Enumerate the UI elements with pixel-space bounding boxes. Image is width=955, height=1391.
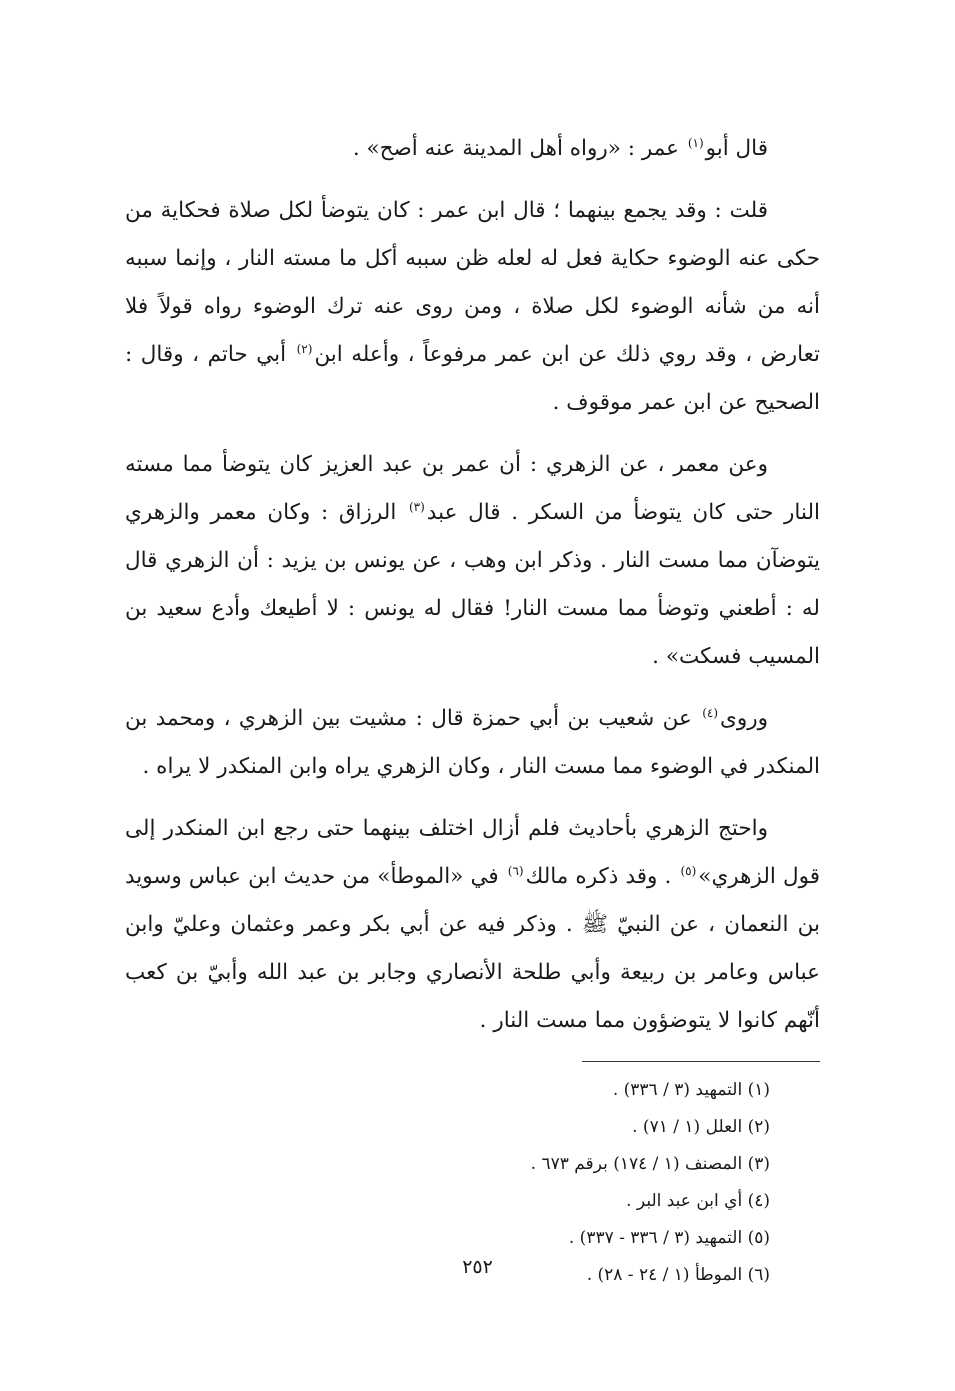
text-run: وروى <box>720 706 768 731</box>
footnote-2: (٢) العلل (١ / ٧١) . <box>632 1117 770 1137</box>
paragraph-muamar <box>125 441 820 681</box>
paragraph-abu-umar <box>125 125 820 173</box>
footnote-6: (٦) الموطأ (١ / ٢٤ - ٢٨) . <box>586 1265 770 1285</box>
footnote-5: (٥) التمهيد (٣ / ٣٣٦ - ٣٣٧) . <box>568 1228 770 1248</box>
footnote-ref-5[interactable]: (٥) <box>680 863 697 878</box>
page-body <box>125 125 820 1310</box>
footnote-ref-2[interactable]: (٢) <box>296 341 313 356</box>
paragraph-qult <box>125 187 820 427</box>
text-run: واحتج الزهري بأحاديث فلم أزال اختلف بينهما حتى رجع ابن المنكدر إلى قول الزهري» <box>125 816 820 889</box>
footnote-ref-3[interactable]: (٣) <box>408 499 425 514</box>
footnote-separator <box>582 1061 820 1062</box>
footnote-ref-4[interactable]: (٤) <box>702 705 719 720</box>
text-run: قلت : وقد يجمع بينهما ؛ قال ابن عمر : كان يتوضأ لكل صلاة فحكاية من حكى عنه الوضوء حكاية فعل له لعله ظن سببه أكل ما مسته النار ، وإنما سببه أنه من شأنه الوضوء لكل صلاة ، ومن روى عنه ترك الوضوء رواه قولاً فلا تعارض ، وقد روي ذلك عن ابن عمر مرفوعاً ، وأعله ابن <box>125 198 820 367</box>
footnote-3: (٣) المصنف (١ / ١٧٤) برقم ٦٧٣ . <box>530 1154 770 1174</box>
text-run: عمر : «رواه أهل المدينة عنه أصح» . <box>352 136 686 161</box>
paragraph-ihtajja <box>125 805 820 1045</box>
footnote-ref-6[interactable]: (٦) <box>507 863 524 878</box>
page-number: ٢٥٢ <box>462 1256 493 1278</box>
text-run: في «الموطأ» من حديث ابن عباس وسويد بن النعمان ، عن النبيّ ﷺ . وذكر فيه عن أبي بكر وعمر وعثمان وعليّ وابن عباس وعامر بن ربيعة وأبي طلحة الأنصاري وجابر بن عبد الله وأبيّ بن كعب أنّهم كانوا لا يتوضؤون مما مست النار . <box>125 864 820 1033</box>
text-run: الرزاق : وكان معمر والزهري يتوضآن مما مست النار . وذكر ابن وهب ، عن يونس بن يزيد : أن الزهري قال له : أطعني وتوضأ مما مست النار! فقال له يونس : لا أطيعك وأدع سعيد بن المسيب فسكت» . <box>125 500 820 669</box>
footnote-1: (١) التمهيد (٣ / ٣٣٦) . <box>612 1080 770 1100</box>
paragraph-rawa <box>125 695 820 791</box>
text-run: قال أبو <box>705 136 768 161</box>
text-run: وعن معمر ، عن الزهري : أن عمر بن عبد العزيز كان يتوضأ مما مسته النار حتى كان يتوضأ من السكر . قال عبد <box>125 452 820 525</box>
text-run: أبي حاتم ، وقال : الصحيح عن ابن عمر موقوف . <box>125 342 820 415</box>
text-run: . وقد ذكره مالك <box>525 864 679 889</box>
footnote-ref-1[interactable]: (١) <box>687 135 704 150</box>
text-run: عن شعيب بن أبي حمزة قال : مشيت بين الزهري ، ومحمد بن المنكدر في الوضوء مما مست النار ، وكان الزهري يراه وابن المنكدر لا يراه . <box>125 706 820 779</box>
footnote-4: (٤) أي ابن عبد البر . <box>626 1191 770 1211</box>
